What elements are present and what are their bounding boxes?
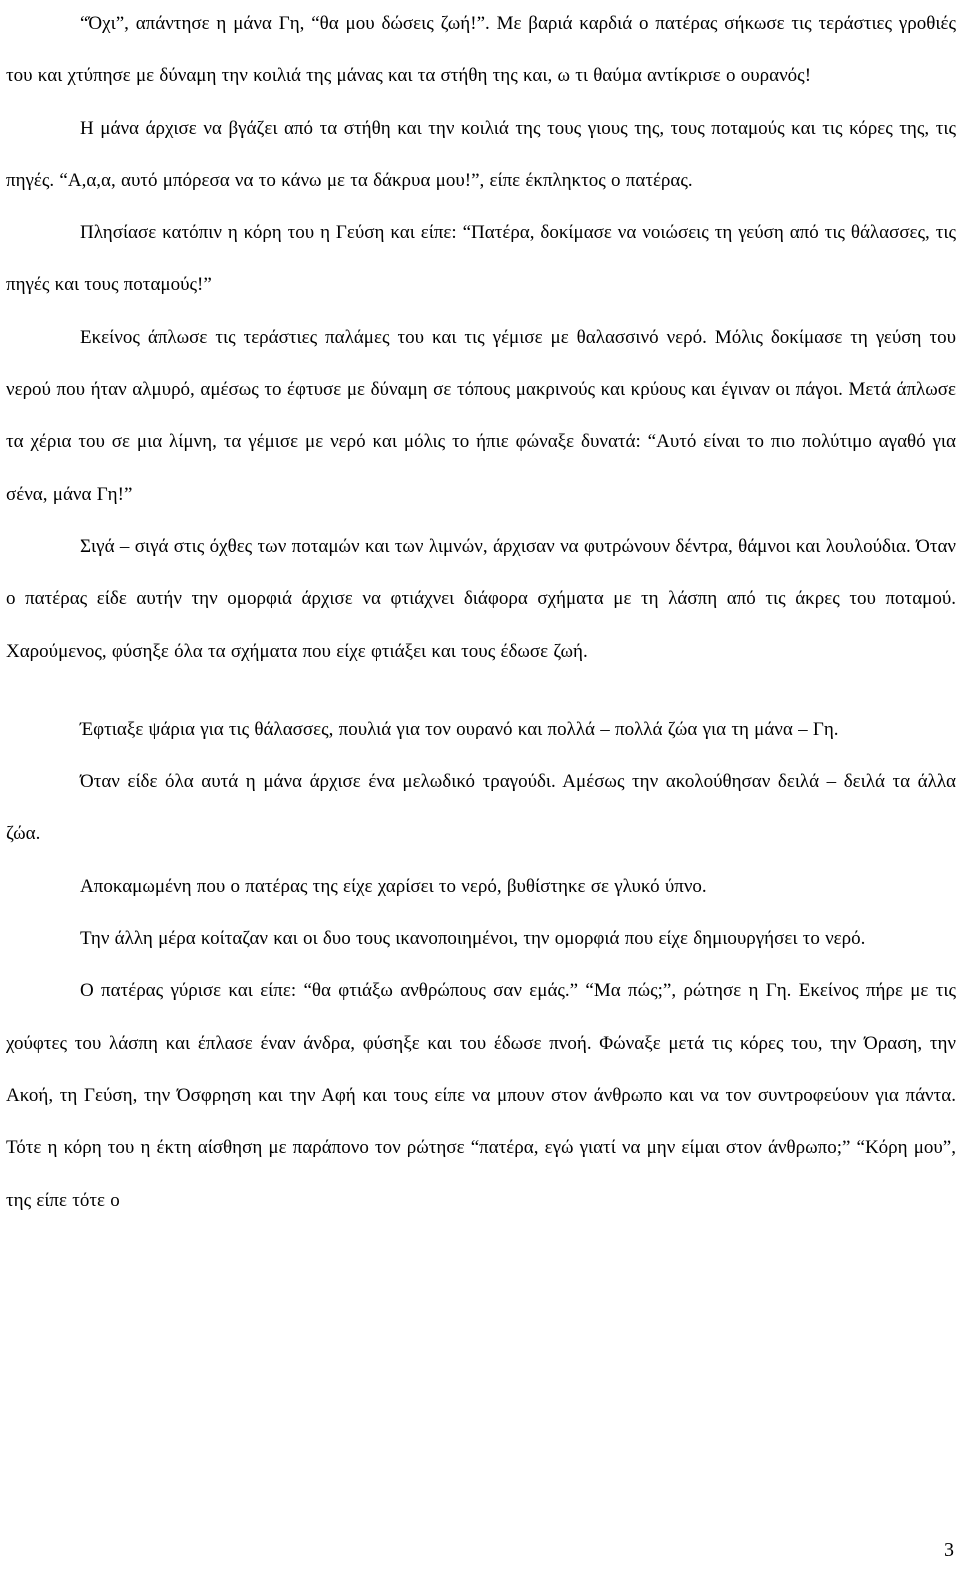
document-page	[6, 0, 956, 1227]
paragraph-2: Η μάνα άρχισε να βγάζει από τα στήθη και την κοιλιά της τους γιους της, τους ποταμούς και τις κόρες της, τις πηγές. “Α,α,α, αυτό μπόρεσα να το κάνω με τα δάκρυα μου!”, είπε έκπληκτος ο πατέρας.	[6, 117, 956, 191]
page-number: 3	[944, 1539, 954, 1561]
paragraph-1: “Όχι”, απάντησε η μάνα Γη, “θα μου δώσεις ζωή!”. Με βαριά καρδιά ο πατέρας σήκωσε τις τεράστιες γροθιές του και χτύπησε με δύναμη την κοιλιά της μάνας και τα στήθη της και, ω τι θαύμα αντίκρισε ο ουρανός!	[6, 13, 956, 87]
paragraph-5: Σιγά – σιγά στις όχθες των ποταμών και των λιμνών, άρχισαν να φυτρώνουν δέντρα, θάμνοι και λουλούδια. Όταν ο πατέρας είδε αυτήν την ομορφιά άρχισε να φτιάχνει διάφορα σχήματα με τη λάσπη από τις άκρες του ποταμού. Χαρούμενος, φύσηξε όλα τα σχήματα που είχε φτιάξει και τους έδωσε ζωή.	[6, 535, 956, 662]
paragraph-9: Την άλλη μέρα κοίταζαν και οι δυο τους ικανοποιημένοι, την ομορφιά που είχε δημιουργήσει το νερό.	[80, 928, 866, 950]
paragraph-6: Έφτιαξε ψάρια για τις θάλασσες, πουλιά για τον ουρανό και πολλά – πολλά ζώα για τη μάνα – Γη.	[80, 718, 839, 740]
paragraph-7: Όταν είδε όλα αυτά η μάνα άρχισε ένα μελωδικό τραγούδι. Αμέσως την ακολούθησαν δειλά – δειλά τα άλλα ζώα.	[6, 771, 956, 845]
paragraph-10: Ο πατέρας γύρισε και είπε: “θα φτιάξω ανθρώπους σαν εμάς.” “Μα πώς;”, ρώτησε η Γη. Εκείνος πήρε με τις χούφτες του λάσπη και έπλασε έναν άνδρα, φύσηξε και του έδωσε πνοή. Φώναξε μετά τις κόρες του, την Όραση, την Ακοή, τη Γεύση, την Όσφρηση και την Αφή και τους είπε να μπουν στον άνθρωπο και να τον συντροφεύουν για πάντα. Τότε η κόρη του η έκτη αίσθηση με παράπονο τον ρώτησε “πατέρα, εγώ γιατί να μην είμαι στον άνθρωπο;” “Κόρη μου”, της είπε τότε ο	[6, 980, 956, 1211]
paragraph-8: Αποκαμωμένη που ο πατέρας της είχε χαρίσει το νερό, βυθίστηκε σε γλυκό ύπνο.	[80, 875, 707, 897]
paragraph-3: Πλησίασε κατόπιν η κόρη του η Γεύση και είπε: “Πατέρα, δοκίμασε να νοιώσεις τη γεύση από τις θάλασσες, τις πηγές και τους ποταμούς!”	[6, 222, 956, 296]
paragraph-4: Εκείνος άπλωσε τις τεράστιες παλάμες του και τις γέμισε με θαλασσινό νερό. Μόλις δοκίμασε τη γεύση του νερού που ήταν αλμυρό, αμέσως το έφτυσε με δύναμη σε τόπους μακρινούς και κρύους και έγιναν οι πάγοι. Μετά άπλωσε τα χέρια του σε μια λίμνη, τα γέμισε με νερό και μόλις το ήπιε φώναξε δυνατά: “Αυτό είναι το πιο πολύτιμο αγαθό για σένα, μάνα Γη!”	[6, 326, 956, 505]
